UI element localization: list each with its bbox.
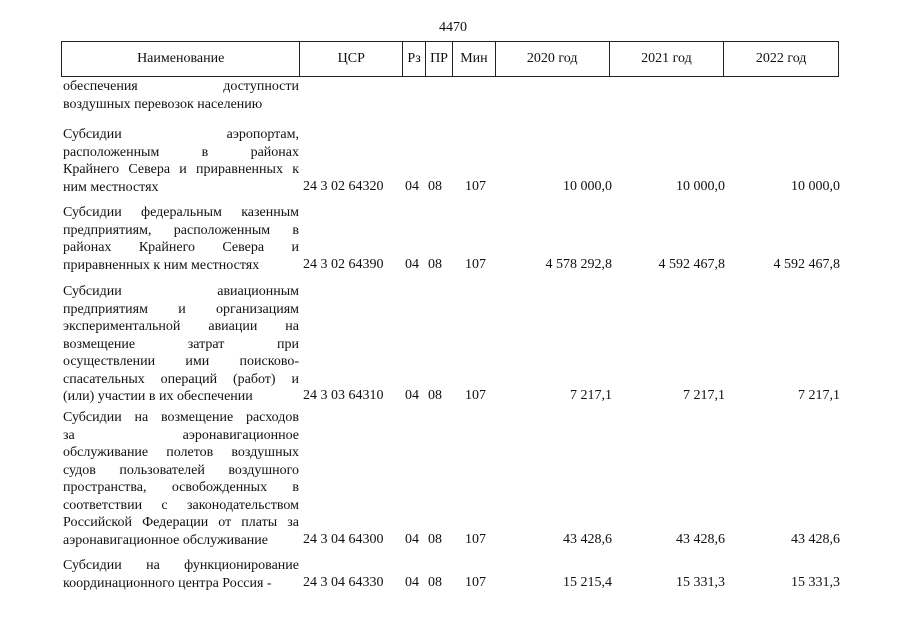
page-number: 4470 — [439, 20, 467, 35]
row-name-line: возмещение затрат при — [63, 336, 299, 352]
cell-y2020: 15 215,4 — [563, 574, 612, 590]
cell-pr: 08 — [428, 574, 442, 590]
row-name-line: соответствии с законодательством — [63, 497, 299, 513]
cell-y2020: 4 578 292,8 — [545, 256, 612, 272]
row-name — [63, 409, 299, 549]
row-name-line: судов пользователей воздушного — [63, 462, 299, 478]
header-2022: 2022 год — [755, 51, 807, 66]
header-pr: ПР — [426, 42, 453, 76]
row-name-line: Российской Федерации от платы за — [63, 515, 299, 530]
cell-y2021: 4 592 467,8 — [658, 256, 725, 272]
row-name-line: за аэронавигационное — [63, 427, 299, 443]
row-name-line: районах Крайнего Севера и — [63, 240, 299, 255]
cell-y2020: 7 217,1 — [570, 388, 612, 403]
cell-y2022: 10 000,0 — [791, 178, 840, 194]
cell-min: 107 — [465, 531, 486, 547]
cell-pr: 08 — [428, 388, 442, 403]
row-name-line: аэронавигационное обслуживание — [63, 532, 268, 548]
cell-y2021: 15 331,3 — [676, 574, 725, 590]
header-csr: ЦСР — [300, 42, 403, 76]
row-name — [63, 557, 299, 592]
row-name-line: Субсидии федеральным казенным — [63, 205, 299, 220]
cell-rz: 04 — [405, 178, 419, 194]
row-name-line: воздушных перевозок населению — [63, 96, 263, 112]
cell-pr: 08 — [428, 531, 442, 547]
row-name-line: обслуживание полетов воздушных — [63, 445, 299, 460]
header-2021: 2021 год — [610, 42, 725, 76]
row-name — [63, 283, 299, 406]
row-name-line: пространства, освобожденных в — [63, 480, 299, 495]
cell-min: 107 — [465, 256, 486, 272]
row-name-line: расположенным в районах — [63, 144, 299, 160]
row-name-line: (или) участии в их обеспечении — [63, 389, 253, 404]
row-name-line: предприятиям, расположенным в — [63, 222, 299, 238]
table-header — [61, 41, 839, 77]
row-name-line: осуществлении ими поисково- — [63, 354, 299, 369]
cell-y2020: 43 428,6 — [563, 531, 612, 547]
row-name — [63, 126, 299, 196]
header-2020: 2020 год — [496, 42, 610, 76]
header-name: Наименование — [62, 42, 300, 76]
cell-y2022: 15 331,3 — [791, 574, 840, 590]
cell-csr: 24 3 03 64310 — [303, 388, 384, 403]
cell-pr: 08 — [428, 178, 442, 194]
cell-rz: 04 — [405, 388, 419, 403]
cell-min: 107 — [465, 388, 486, 403]
cell-rz: 04 — [405, 574, 419, 590]
header-min: Мин — [453, 42, 496, 76]
cell-rz: 04 — [405, 531, 419, 547]
cell-csr: 24 3 02 64320 — [303, 178, 384, 194]
cell-y2021: 10 000,0 — [676, 178, 725, 194]
row-name-line: ним местностях — [63, 179, 159, 195]
header-rz: Рз — [403, 42, 426, 76]
row-name-line: экспериментальной авиации на — [63, 319, 299, 334]
cell-min: 107 — [465, 178, 486, 194]
row-name-line: спасательных операций (работ) и — [63, 371, 299, 387]
cell-y2022: 43 428,6 — [791, 531, 840, 547]
cell-rz: 04 — [405, 256, 419, 272]
row-name-line: Субсидии на функционирование — [63, 558, 299, 573]
row-name-line: координационного центра Россия - — [63, 575, 272, 591]
row-name-line: Субсидии авиационным — [63, 284, 299, 299]
cell-csr: 24 3 04 64330 — [303, 574, 384, 590]
cell-min: 107 — [465, 574, 486, 590]
row-name — [63, 78, 299, 113]
row-name — [63, 204, 299, 274]
cell-y2020: 10 000,0 — [563, 178, 612, 194]
row-name-line: предприятиям и организациям — [63, 301, 299, 317]
cell-csr: 24 3 04 64300 — [303, 531, 384, 547]
cell-csr: 24 3 02 64390 — [303, 256, 384, 272]
row-name-line: Субсидии на возмещение расходов — [63, 410, 299, 425]
row-name-line: Крайнего Севера и приравненных к — [63, 162, 299, 177]
cell-y2021: 7 217,1 — [683, 388, 725, 403]
row-name-line: обеспечения доступности — [63, 79, 299, 94]
cell-pr: 08 — [428, 256, 442, 272]
cell-y2021: 43 428,6 — [676, 531, 725, 547]
row-name-line: приравненных к ним местностях — [63, 257, 260, 273]
row-name-line: Субсидии аэропортам, — [63, 127, 299, 142]
cell-y2022: 4 592 467,8 — [773, 256, 840, 272]
cell-y2022: 7 217,1 — [798, 388, 840, 403]
